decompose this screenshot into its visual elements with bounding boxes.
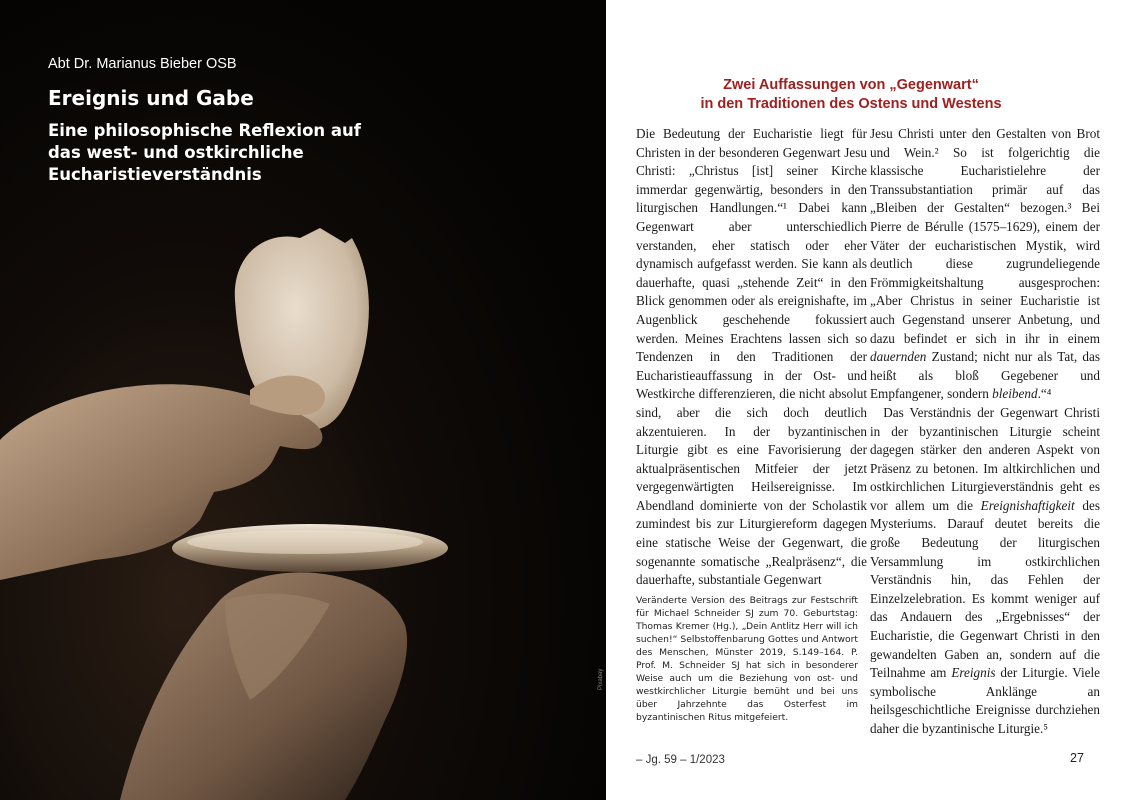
section-heading-line-1: Zwei Auffassungen von „Gegenwart“ <box>723 77 979 93</box>
section-heading <box>620 76 1082 114</box>
emphasis: Ereignis <box>951 665 996 681</box>
paragraph: Das Verständnis der Gegenwart Christi in der byzantinischen Liturgie scheint dagegen stärker den anderen Aspekt von Präsenz zu betonen. Im altkirchlichen und ostkirchlichen Liturgieverständnis geht es vor allem um die Ereignishaftigkeit des Mysteriums. Darauf deutet bereits die große Bedeutung der liturgischen Versammlung im ostkirchlichen Verständnis hin, das Fehlen der Einzelzelebration. Es kommt weniger auf das Andauern des „Ergebnisses“ der Eucharistie, die Gegenwart Christi in den gewandelten Gaben an, sondern auf die Teilnahme am Ereignis der Liturgie. Viele symbolische Anklänge an heilsgeschichtliche Ereignisse durchziehen daher die byzantinische Liturgie.⁵ <box>870 404 1101 736</box>
article-title: Ereignis und Gabe <box>48 86 254 110</box>
paragraph: Jesu Christi unter den Gestalten von Brot und Wein.² So ist folgerichtig die klassische Eucharistielehre der Transsubstantiation primär auf das „Bleiben der Gestalten“ bezogen.³ Bei Pierre de Bérulle (1575–1629), einem der Väter der eucharistischen Mystik, wird deutlich diese zugrundeliegende Frömmigkeitshaltung ausgesprochen: „Aber Christus in seiner Eucharistie ist auch Gegenstand unserer Anbetung, und dazu befindet er sich in ihr in einem dauernden Zustand; nicht nur als Tat, das heißt als bloß Gegebener und Empfangener, sondern bleibend.“⁴ <box>870 126 1100 402</box>
section-heading-line-2: in den Traditionen des Ostens und Westens <box>700 96 1002 112</box>
page-number: 27 <box>1070 751 1084 765</box>
text-column-2 <box>870 125 1100 739</box>
article-subtitle: Eine philosophische Reflexion auf das west- und ostkirchliche Eucharistieverständnis <box>48 121 361 184</box>
emphasis: Ereignishaftigkeit <box>980 497 1075 513</box>
journal-issue: – Jg. 59 – 1/2023 <box>636 754 725 766</box>
emphasis: bleibend <box>992 386 1038 402</box>
emphasis: dauernden <box>870 349 927 365</box>
photo-credit: Pixabay <box>598 668 604 690</box>
author-name: Abt Dr. Marianus Bieber OSB <box>48 56 237 72</box>
footnote: Veränderte Version des Beitrags zur Festschrift für Michael Schneider SJ zum 70. Geburtstag: Thomas Kremer (Hg.), „Dein Antlitz Herr will ich suchen!“ Selbstoffenbarung Gottes und Antwort des Menschen, Münster 2019, S.149–164. P. Prof. M. Schneider SJ hat sich in besonderer Weise auch um die Beziehung von ost- und westkirchlicher Liturgie bemüht und bei uns über Jahrzehnte das Osterfest im byzantinischen Ritus mitgefeiert. <box>636 595 858 723</box>
text-column-1 <box>636 125 867 590</box>
paragraph: Die Bedeutung der Eucharistie liegt für Christen in der besonderen Gegenwart Jesu Christi: „Christus [ist] seiner Kirche immerdar gegenwärtig, besonders in den liturgischen Handlungen.“¹ Dabei kann Gegenwart aber unterschiedlich verstanden, eher statisch oder eher dynamisch aufgefasst werden. Sie kann als dauerhafte, quasi „stehende Zeit“ in den Blick genommen oder als ereignishafte, im Augenblick geschehende fokussiert werden. Meines Erachtens lassen sich so Tendenzen in den Traditionen der Eucharistieauffassung in der Ost- und Westkirche differenzieren, die nicht absolut sind, aber die sich doch deutlich akzentuieren. In der byzantinischen Liturgie gibt es eine Favorisierung der aktualpräsentischen Mitfeier der jetzt vergegenwärtigten Heilsereignisse. Im Abendland dominierte von der Scholastik zumindest bis zur Liturgiereform dagegen eine statische Weise der Gegenwart, die sogenannte somatische „Realpräsenz“, die dauerhafte, substantiale Gegenwart <box>636 126 867 588</box>
